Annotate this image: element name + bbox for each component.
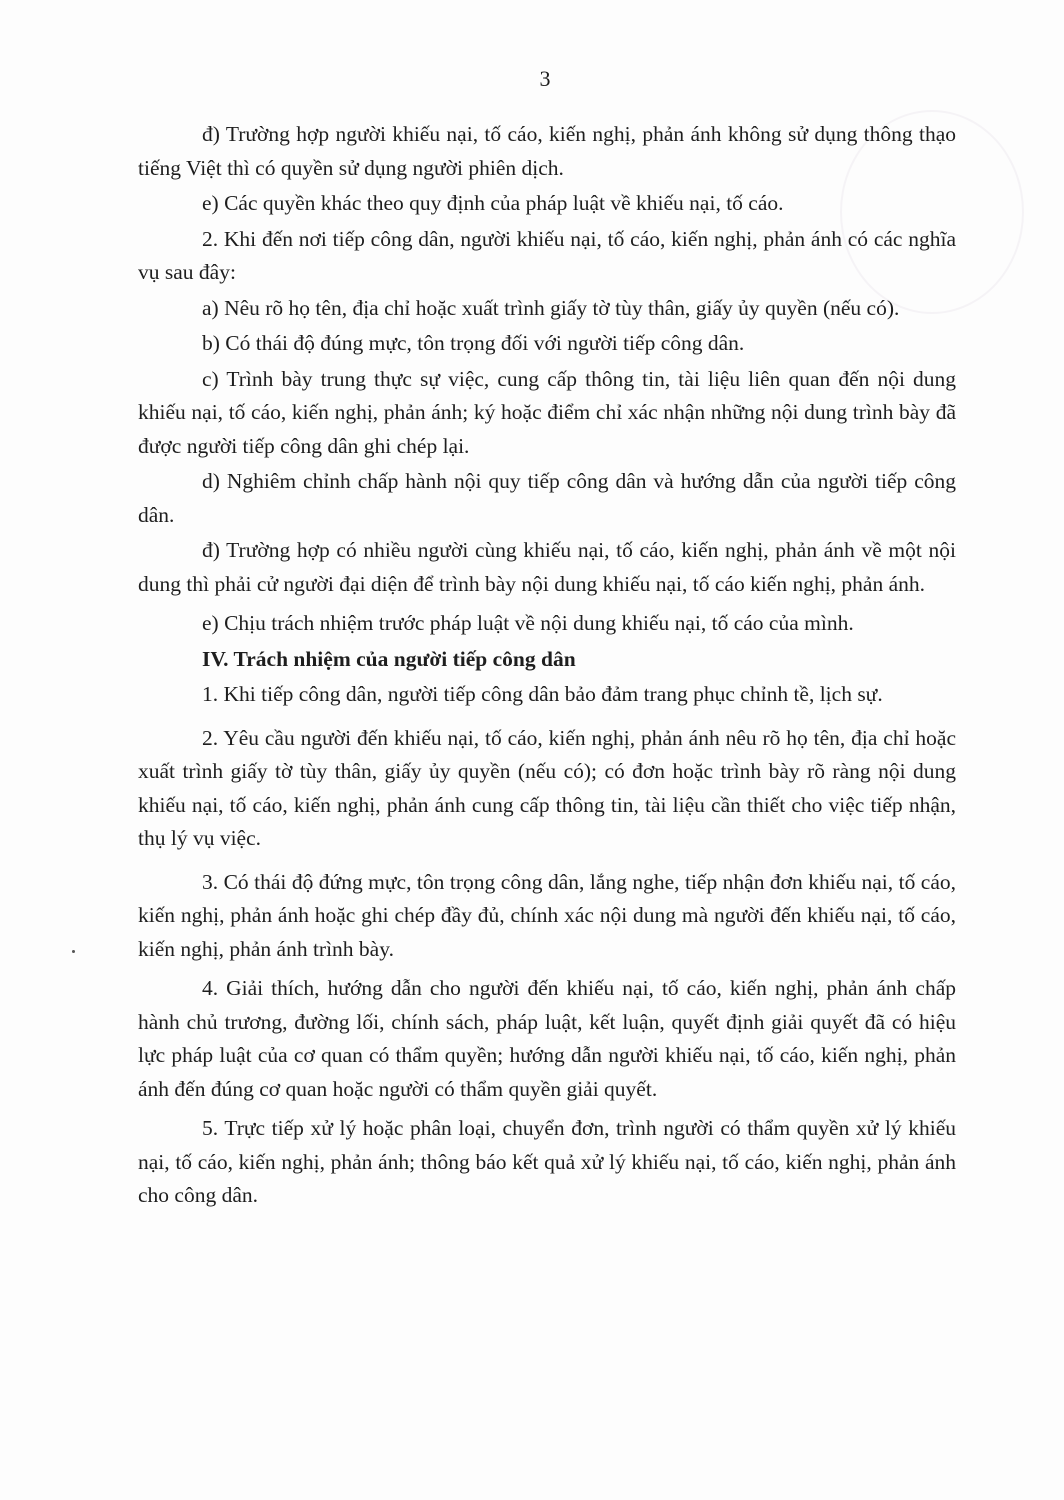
paragraph-d-bar-obligation: đ) Trường hợp có nhiều người cùng khiếu nại, tố cáo, kiến nghị, phản ánh về một nội dung thì phải cử người đại diện để trình bày nội dung khiếu nại, tố cáo kiến nghị, phản ánh. — [138, 538, 956, 596]
paragraph-c-obligation: c) Trình bày trung thực sự việc, cung cấp thông tin, tài liệu liên quan đến nội dung khiếu nại, tố cáo, kiến nghị, phản ánh; ký hoặc điểm chỉ xác nhận những nội dung trình bày đã được người tiếp công dân ghi chép lại. — [138, 366, 956, 458]
paragraph-d-bar-rights: đ) Trường hợp người khiếu nại, tố cáo, kiến nghị, phản ánh không sử dụng thông thạo tiếng Việt thì có quyền sử dụng người phiên dịch. — [138, 122, 956, 180]
paragraph-e-rights: e) Các quyền khác theo quy định của pháp luật về khiếu nại, tố cáo. — [202, 191, 784, 215]
paragraph-e-obligation: e) Chịu trách nhiệm trước pháp luật về nội dung khiếu nại, tố cáo của mình. — [202, 611, 854, 635]
section-paragraph-5: 5. Trực tiếp xử lý hoặc phân loại, chuyển đơn, trình người có thẩm quyền xử lý khiếu nại, tố cáo, kiến nghị, phản ánh; thông báo kết quả xử lý khiếu nại, tố cáo, kiến nghị, phản ánh cho công dân. — [138, 1116, 956, 1207]
section-paragraph-3: 3. Có thái độ đứng mực, tôn trọng công dân, lắng nghe, tiếp nhận đơn khiếu nại, tố cáo, kiến nghị, phản ánh hoặc ghi chép đầy đủ, chính xác nội dung mà người đến khiếu nại, tố cáo, kiến nghị, phản ánh trình bày. — [138, 869, 956, 961]
paragraph-b-obligation: b) Có thái độ đúng mực, tôn trọng đối với người tiếp công dân. — [202, 331, 745, 355]
section-paragraph-2: 2. Yêu cầu người đến khiếu nại, tố cáo, kiến nghị, phản ánh nêu rõ họ tên, địa chỉ hoặc xuất trình giấy tờ tùy thân, giấy ủy quyền (nếu có); có đơn hoặc trình bày rõ ràng nội dung khiếu nại, tố cáo, kiến nghị, phản ánh cung cấp thông tin, tài liệu cần thiết cho việc tiếp nhận, thụ lý vụ việc. — [138, 725, 956, 850]
paragraph-d-obligation: d) Nghiêm chỉnh chấp hành nội quy tiếp công dân và hướng dẫn của người tiếp công dân. — [138, 469, 956, 527]
page-number: 3 — [539, 66, 551, 91]
paragraph-a-obligation: a) Nêu rõ họ tên, địa chỉ hoặc xuất trình giấy tờ tùy thân, giấy ủy quyền (nếu có). — [202, 295, 900, 320]
section-heading: IV. Trách nhiệm của người tiếp công dân — [202, 646, 576, 671]
scan-speck — [72, 950, 75, 953]
document-body — [138, 118, 956, 1215]
section-paragraph-1: 1. Khi tiếp công dân, người tiếp công dân bảo đảm trang phục chỉnh tề, lịch sự. — [202, 682, 883, 706]
paragraph-obligations-intro: 2. Khi đến nơi tiếp công dân, người khiếu nại, tố cáo, kiến nghị, phản ánh có các nghĩa vụ sau đây: — [138, 226, 956, 284]
section-paragraph-4: 4. Giải thích, hướng dẫn cho người đến khiếu nại, tố cáo, kiến nghị, phản ánh chấp hành chủ trương, đường lối, chính sách, pháp luật, kết luận, quyết định giải quyết đã có hiệu lực pháp luật của cơ quan có thẩm quyền; hướng dẫn người khiếu nại, tố cáo, kiến nghị, phản ánh đến đúng cơ quan hoặc người có thẩm quyền giải quyết. — [138, 976, 956, 1101]
